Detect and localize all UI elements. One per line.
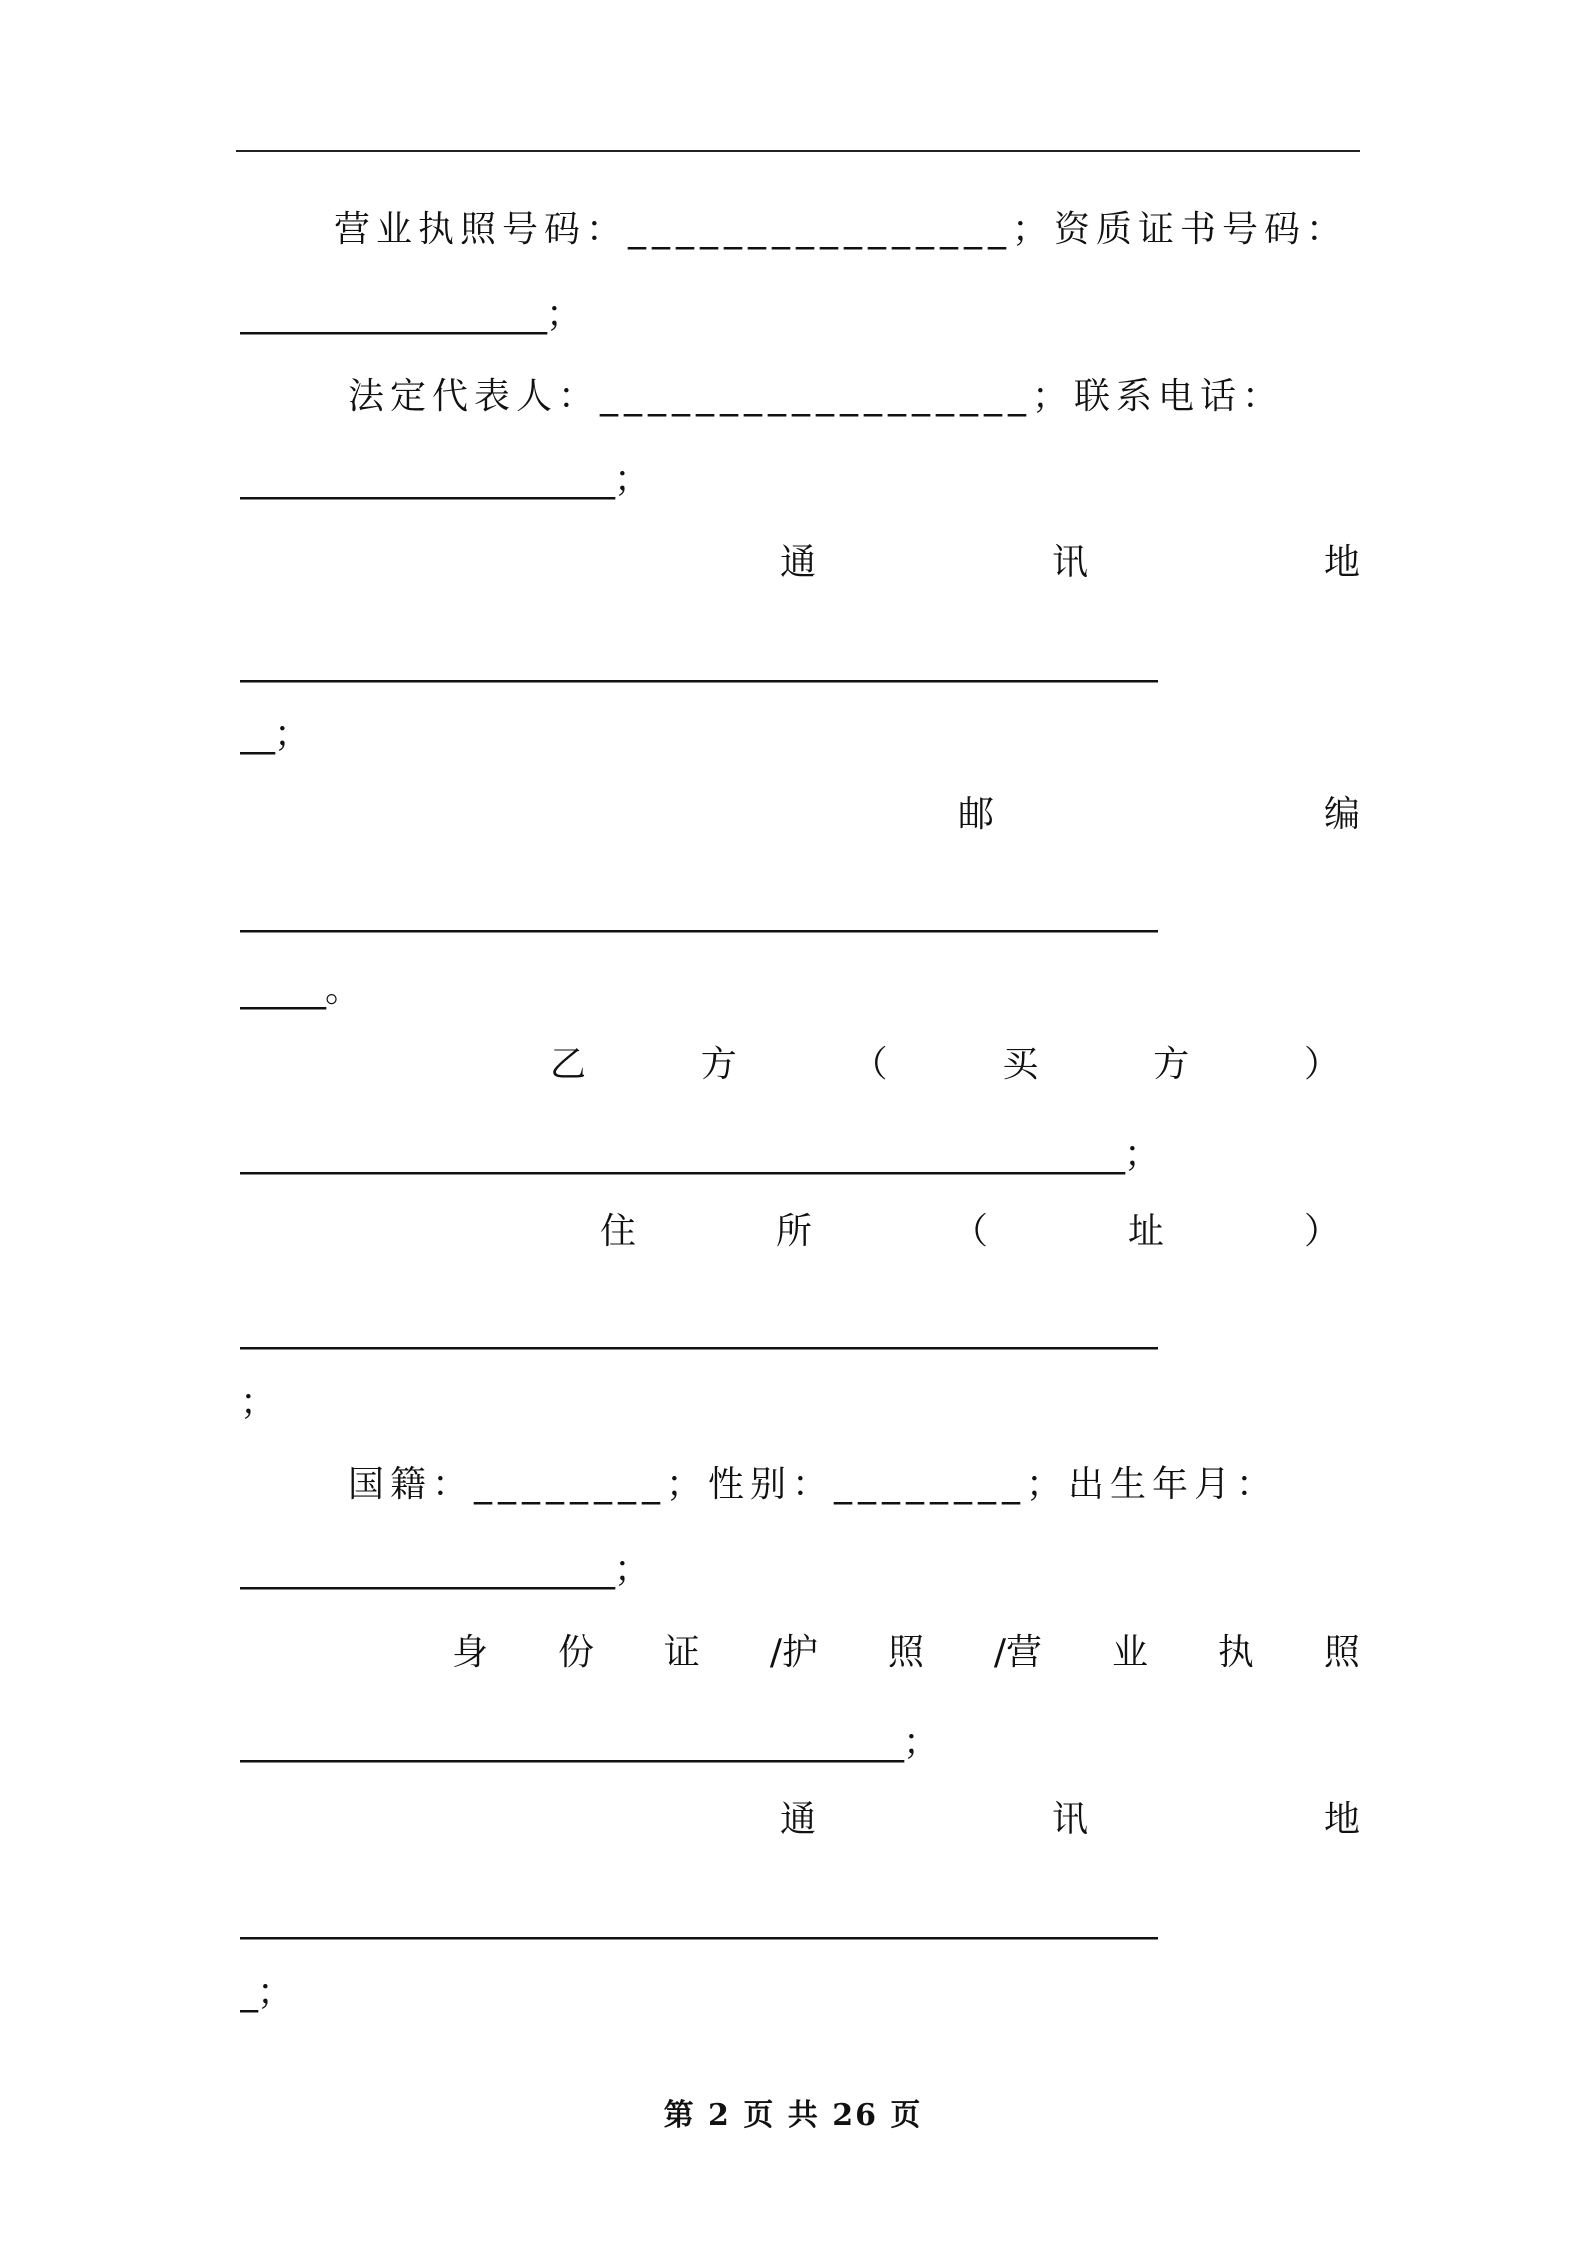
- label-char: 乙: [550, 1044, 587, 1085]
- mailing-address-label: [780, 538, 1360, 588]
- label-char: 址: [1127, 1211, 1164, 1252]
- mailing-address-blank: ______________________________________________________: [240, 642, 1158, 683]
- mailing-address-blank-2: ______________________________________________________: [240, 1899, 1158, 1940]
- business-license-line: 营业执照号码：________________；资质证书号码：: [334, 209, 1349, 250]
- label-char: 通: [780, 542, 817, 583]
- page-number: 第 2 页 共 26 页: [663, 2098, 923, 2133]
- legal-representative-line: 法定代表人：__________________；联系电话：: [348, 376, 1285, 417]
- label-char: 业: [1111, 1632, 1148, 1673]
- mailing-address-label-2: [780, 1795, 1360, 1845]
- label-char: 照: [887, 1632, 924, 1673]
- label-char: 地: [1323, 1799, 1360, 1840]
- label-char: （: [951, 1211, 988, 1252]
- label-char: /护: [769, 1632, 818, 1673]
- label-char: 照: [1323, 1632, 1360, 1673]
- mailing-address-blank-2-end: _；: [240, 1972, 293, 2013]
- birth-date-blank: ______________________；: [240, 1549, 649, 1590]
- label-char: 身: [452, 1632, 489, 1673]
- label-char: 讯: [1051, 542, 1088, 583]
- id-number-blank: _______________________________________；: [240, 1722, 938, 1763]
- id-passport-license-label: [452, 1628, 1360, 1678]
- label-char: ）: [1303, 1211, 1340, 1252]
- party-b-blank: ____________________________________________________；: [240, 1134, 1159, 1175]
- postal-code-label: [958, 790, 1360, 840]
- label-char: 通: [780, 1799, 817, 1840]
- label-char: 地: [1323, 542, 1360, 583]
- domicile-address-label: [600, 1207, 1340, 1257]
- party-b-buyer-label: [550, 1040, 1340, 1090]
- label-char: 方: [1153, 1044, 1190, 1085]
- nationality-gender-birth-line: 国籍：________；性别：________；出生年月：: [348, 1464, 1279, 1505]
- label-char: ）: [1303, 1044, 1340, 1085]
- header-rule: [236, 150, 1360, 152]
- label-char: 邮: [958, 794, 995, 835]
- qualification-cert-blank: __________________；: [240, 294, 581, 335]
- label-char: 方: [700, 1044, 737, 1085]
- contact-phone-blank: ______________________；: [240, 459, 649, 500]
- mailing-address-blank-end: __；: [240, 714, 310, 755]
- domicile-blank-end: ；: [240, 1382, 276, 1423]
- label-char: 编: [1323, 794, 1360, 835]
- domicile-blank: ______________________________________________________: [240, 1309, 1158, 1350]
- label-char: 份: [557, 1632, 594, 1673]
- label-char: 住: [600, 1211, 637, 1252]
- label-char: （: [851, 1044, 888, 1085]
- label-char: 执: [1217, 1632, 1254, 1673]
- label-char: /营: [993, 1632, 1043, 1673]
- label-char: 买: [1002, 1044, 1039, 1085]
- postal-code-blank-end: _____。: [240, 969, 361, 1010]
- postal-code-blank: ______________________________________________________: [240, 892, 1158, 933]
- label-char: 所: [775, 1211, 812, 1252]
- label-char: 证: [663, 1632, 700, 1673]
- label-char: 讯: [1051, 1799, 1088, 1840]
